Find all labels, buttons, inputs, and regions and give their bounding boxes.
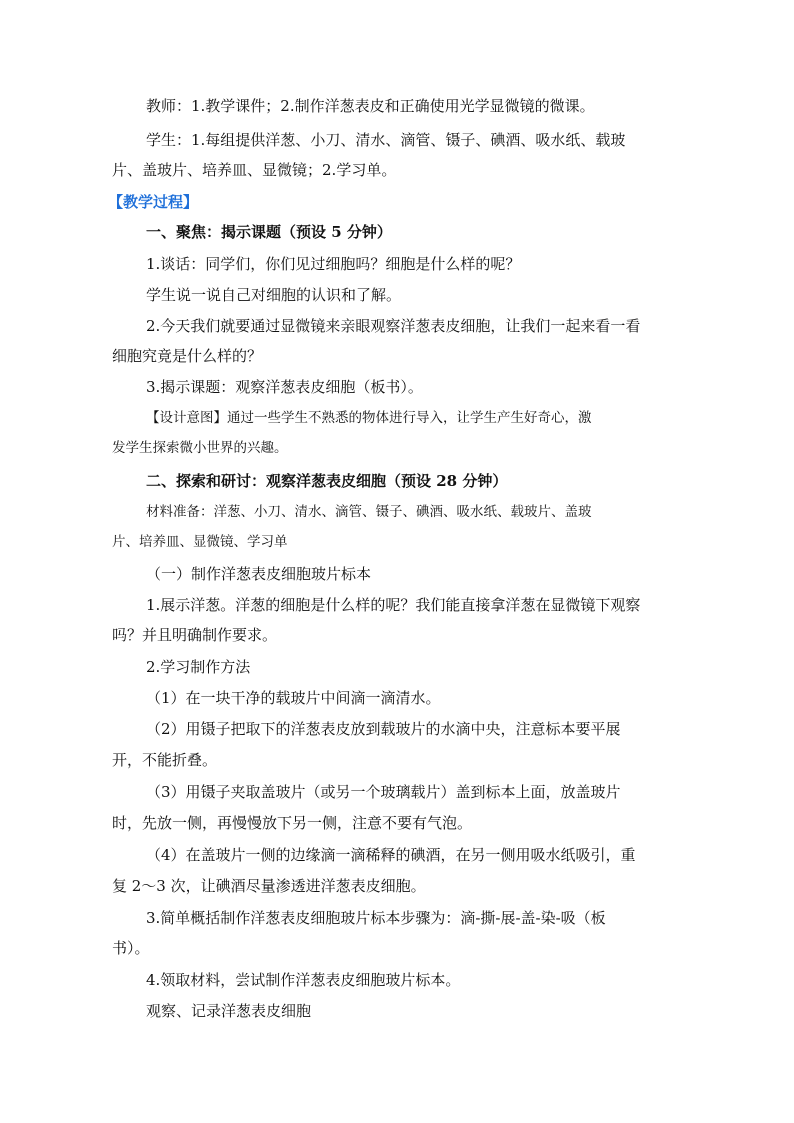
step-3-line-2: 时，先放一侧，再慢慢放下另一侧，注意不要有气泡。 [112,814,473,832]
item-4: 4.领取材料，尝试制作洋葱表皮细胞玻片标本。 [146,971,461,989]
step-2-line-1: （2）用镊子把取下的洋葱表皮放到载玻片的水滴中央，注意标本要平展 [146,720,621,738]
design-intent-line-1: 【设计意图】通过一些学生不熟悉的物体进行导入，让学生产生好奇心，激 [146,410,592,426]
item-2: 2.学习制作方法 [146,658,251,676]
step-4-line-2: 复 2～3 次，让碘酒尽量渗透进洋葱表皮细胞。 [112,877,426,895]
item-1-line-1: 1.展示洋葱。洋葱的细胞是什么样的呢？我们能直接拿洋葱在显微镜下观察 [146,596,641,614]
section-1-item-3-line-1: 2.今天我们就要通过显微镜来亲眼观察洋葱表皮细胞，让我们一起来看一看 [146,317,641,335]
section-1-item-1: 1.谈话：同学们，你们见过细胞吗？细胞是什么样的呢？ [146,255,521,273]
observe-line: 观察、记录洋葱表皮细胞 [146,1002,312,1020]
teacher-prep-line: 教师：1.教学课件；2.制作洋葱表皮和正确使用光学显微镜的微课。 [146,97,595,115]
item-1-line-2: 吗？并且明确制作要求。 [112,626,278,644]
materials-line-1: 材料准备：洋葱、小刀、清水、滴管、镊子、碘酒、吸水纸、载玻片、盖玻 [146,504,592,520]
section-1-title: 一、聚焦：揭示课题（预设 5 分钟） [146,223,392,241]
materials-line-2: 片、培养皿、显微镜、学习单 [112,534,288,550]
subsection-1-title: （一）制作洋葱表皮细胞玻片标本 [146,565,372,583]
design-intent-line-2: 发学生探索微小世界的兴趣。 [112,440,288,456]
step-3-line-1: （3）用镊子夹取盖玻片（或另一个玻璃载片）盖到标本上面，放盖玻片 [146,783,621,801]
section-1-item-4: 3.揭示课题：观察洋葱表皮细胞（板书）。 [146,378,423,396]
item-3-line-1: 3.简单概括制作洋葱表皮细胞玻片标本步骤为：滴-撕-展-盖-染-吸（板 [146,909,606,927]
section-1-item-2: 学生说一说自己对细胞的认识和了解。 [146,286,402,304]
step-4-line-1: （4）在盖玻片一侧的边缘滴一滴稀释的碘酒，在另一侧用吸水纸吸引，重 [146,846,636,864]
step-1: （1）在一块干净的载玻片中间滴一滴清水。 [146,689,441,707]
student-prep-line-2: 片、盖玻片、培养皿、显微镜；2.学习单。 [112,161,397,179]
process-heading: 【教学过程】 [108,193,199,211]
item-3-line-2: 书）。 [112,939,150,957]
student-prep-line-1: 学生：1.每组提供洋葱、小刀、清水、滴管、镊子、碘酒、吸水纸、载玻 [146,131,626,149]
step-2-line-2: 开，不能折叠。 [112,751,218,769]
section-2-title: 二、探索和研讨：观察洋葱表皮细胞（预设 28 分钟） [146,472,508,490]
section-1-item-3-line-2: 细胞究竟是什么样的？ [112,347,263,365]
